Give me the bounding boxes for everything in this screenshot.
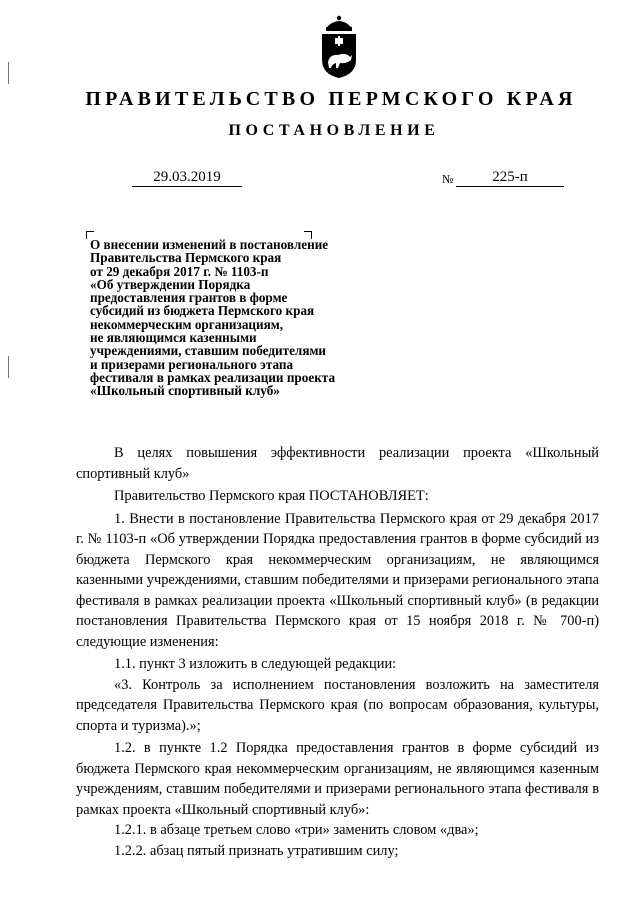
subject-line: от 29 декабря 2017 г. № 1103-п bbox=[90, 263, 269, 279]
document-body bbox=[76, 443, 599, 861]
subject-line: не являющимся казенными bbox=[90, 330, 257, 346]
body-paragraph: Правительство Пермского края ПОСТАНОВЛЯЕТ: bbox=[114, 488, 429, 504]
body-paragraph: 1.2.2. абзац пятый признать утратившим силу; bbox=[114, 842, 399, 859]
document-subject bbox=[90, 238, 390, 398]
number-sign: № bbox=[442, 172, 454, 186]
scan-edge-mark bbox=[8, 62, 9, 84]
subject-line: учреждениями, ставшим победителями bbox=[90, 343, 327, 359]
body-paragraph: В целях повышения эффективности реализации проекта «Школьный спортивный клуб» bbox=[76, 445, 599, 482]
subject-line: О внесении изменений в постановление bbox=[90, 237, 329, 252]
subject-line: «Об утверждении Порядка bbox=[90, 276, 251, 292]
subject-line: и призерами регионального этапа bbox=[90, 356, 294, 372]
body-paragraph: 1. Внести в постановление Правительства Пермского края от 29 декабря 2017 г. № 1103-п «Об утверждении Порядка предоставления грантов в форме субсидий из бюджета Пермского края некоммерческим организациям, не являющимся казенными учреждениями, ставшим победителями и призерами регионального этапа фестиваля в рамках реализации проекта «Школьный спортивный клуб» (в редакции постановления Правительства Пермского края от 15 ноября 2018 г. № 700-п) следующие изменения: bbox=[76, 510, 599, 650]
document-date: 29.03.2019 bbox=[132, 168, 242, 187]
organization-title: ПРАВИТЕЛЬСТВО ПЕРМСКОГО КРАЯ bbox=[85, 88, 577, 110]
subject-line: фестиваля в рамках реализации проекта bbox=[90, 369, 336, 385]
body-paragraph: 1.1. пункт 3 изложить в следующей редакции: bbox=[114, 656, 397, 672]
document-type: ПОСТАНОВЛЕНИЕ bbox=[228, 122, 440, 139]
subject-line: «Школьный спортивный клуб» bbox=[90, 383, 280, 399]
subject-line: предоставления грантов в форме bbox=[90, 290, 288, 306]
subject-line: субсидий из бюджета Пермского края bbox=[90, 303, 315, 319]
document-number: 225-п bbox=[456, 168, 564, 187]
body-paragraph: 1.2. в пункте 1.2 Порядка предоставления грантов в форме субсидий из бюджета Пермского края некоммерческим организациям, не являющимся казенным учреждениям, ставшим победителями и призерами регионального этапа фестиваля в рамках проекта «Школьный спортивный клуб»: bbox=[76, 740, 599, 818]
subject-line: некоммерческим организациям, bbox=[90, 316, 284, 332]
perm-krai-coat-of-arms-icon bbox=[316, 14, 362, 80]
body-paragraph: «3. Контроль за исполнением постановления возложить на заместителя председателя Правительства Пермского края (по вопросам образования, культуры, спорта и туризма).»; bbox=[76, 676, 599, 734]
scan-edge-mark bbox=[8, 356, 9, 378]
body-paragraph: 1.2.1. в абзаце третьем слово «три» заменить словом «два»; bbox=[114, 822, 479, 838]
subject-line: Правительства Пермского края bbox=[90, 250, 282, 266]
